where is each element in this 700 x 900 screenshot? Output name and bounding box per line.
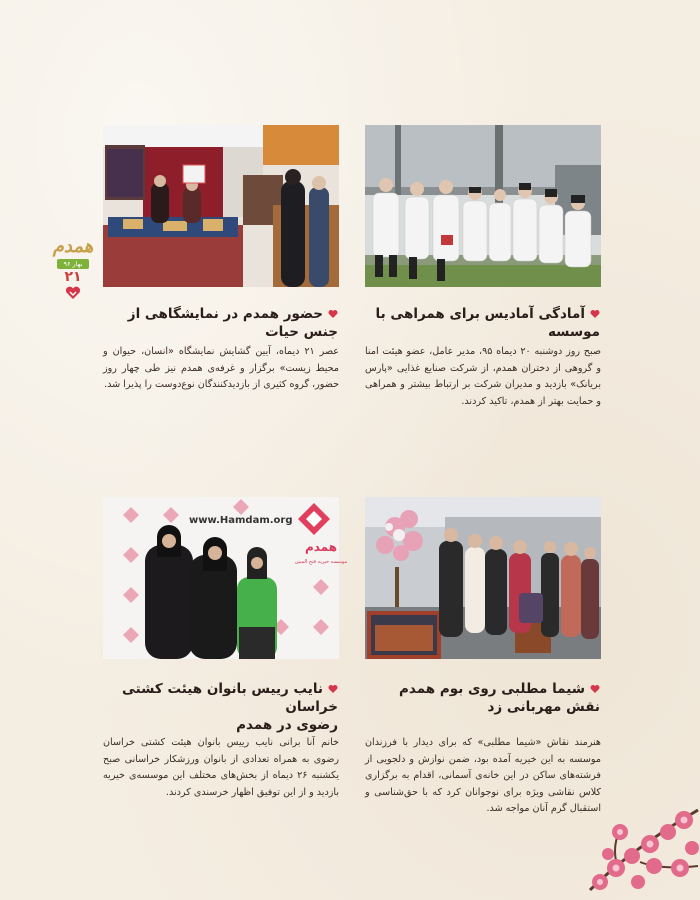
heart-bullet-icon xyxy=(328,684,338,694)
article-1-body: صبح روز دوشنبه ۲۰ دیماه ۹۵، مدیر عامل، عضو هیئت امنا و گروهی از دختران همدم، از شرکت صنایع غذایی «پارس بریانک» بازدید و مدیران شرکت بر ارتباط بیشتر و همراهی و حمایت بهتر از همدم، تاکید کردند. xyxy=(365,346,601,407)
article-2-body: عصر ۲۱ دیماه، آیین گشایش نمایشگاه «انسان، حیوان و محیط زیست» برگزار و غرفه‌ی همدم نیز طی چهار روز حضور، گروه کثیری از بازدیدکنندگان نوع‌دوست را پذیرا شد. xyxy=(103,346,339,390)
logo-wordmark: همدم xyxy=(52,236,94,257)
article-3-title: شیما مطلبی روی بوم همدم نقش مهربانی زد xyxy=(399,681,600,715)
heart-logo-icon xyxy=(65,286,81,300)
banner-subtitle: موسسه خیریه فتح المبین xyxy=(294,559,348,565)
article-3-body: هنرمند نقاش «شیما مطلبی» که برای دیدار با فرزندان موسسه به این خیریه آمده بود، ضمن نوازش و دلجویی از فرشته‌های ساکن در این خانه‌ی آسمانی، اقدام به برگزاری کلاس نقاشی ویژه برای نوجوانان کرد که با حق‌شناسی و استقبال گرم آنان مواجه شد. xyxy=(365,737,601,814)
issue-number: ۲۱ xyxy=(64,269,82,285)
article-2-title: حضور همدم در نمایشگاهی از جنس حیات xyxy=(127,306,338,340)
photo-painter-visit xyxy=(365,497,601,659)
photo-factory-visit xyxy=(365,125,601,287)
heart-bullet-icon xyxy=(590,684,600,694)
photo-exhibition xyxy=(103,125,339,287)
article-4-title: نایب رییس بانوان هیئت کشتی خراسان رضوی در همدم xyxy=(122,681,338,733)
banner-url: www.Hamdam.org xyxy=(189,515,293,526)
photo-wrestling-delegation xyxy=(103,497,348,659)
article-1-title: آمادگی آمادیس برای همراهی با موسسه xyxy=(375,306,600,340)
cherry-blossom-decoration xyxy=(580,770,700,900)
heart-bullet-icon xyxy=(328,309,338,319)
season-badge: بهار ۹۶ xyxy=(57,259,89,269)
heart-bullet-icon xyxy=(590,309,600,319)
article-4-body: خانم آنا برانی نایب رییس بانوان هیئت کشتی خراسان رضوی به همراه تعدادی از بانوان ورزشکار خراسانی صبح یکشنبه ۲۶ دیماه از بخش‌های مختلف این موسسه‌ی خیریه بازدید و از این توفیق اظهار خرسندی کردند. xyxy=(103,737,339,798)
banner-brand: همدم xyxy=(304,540,338,554)
magazine-logo xyxy=(52,236,94,306)
